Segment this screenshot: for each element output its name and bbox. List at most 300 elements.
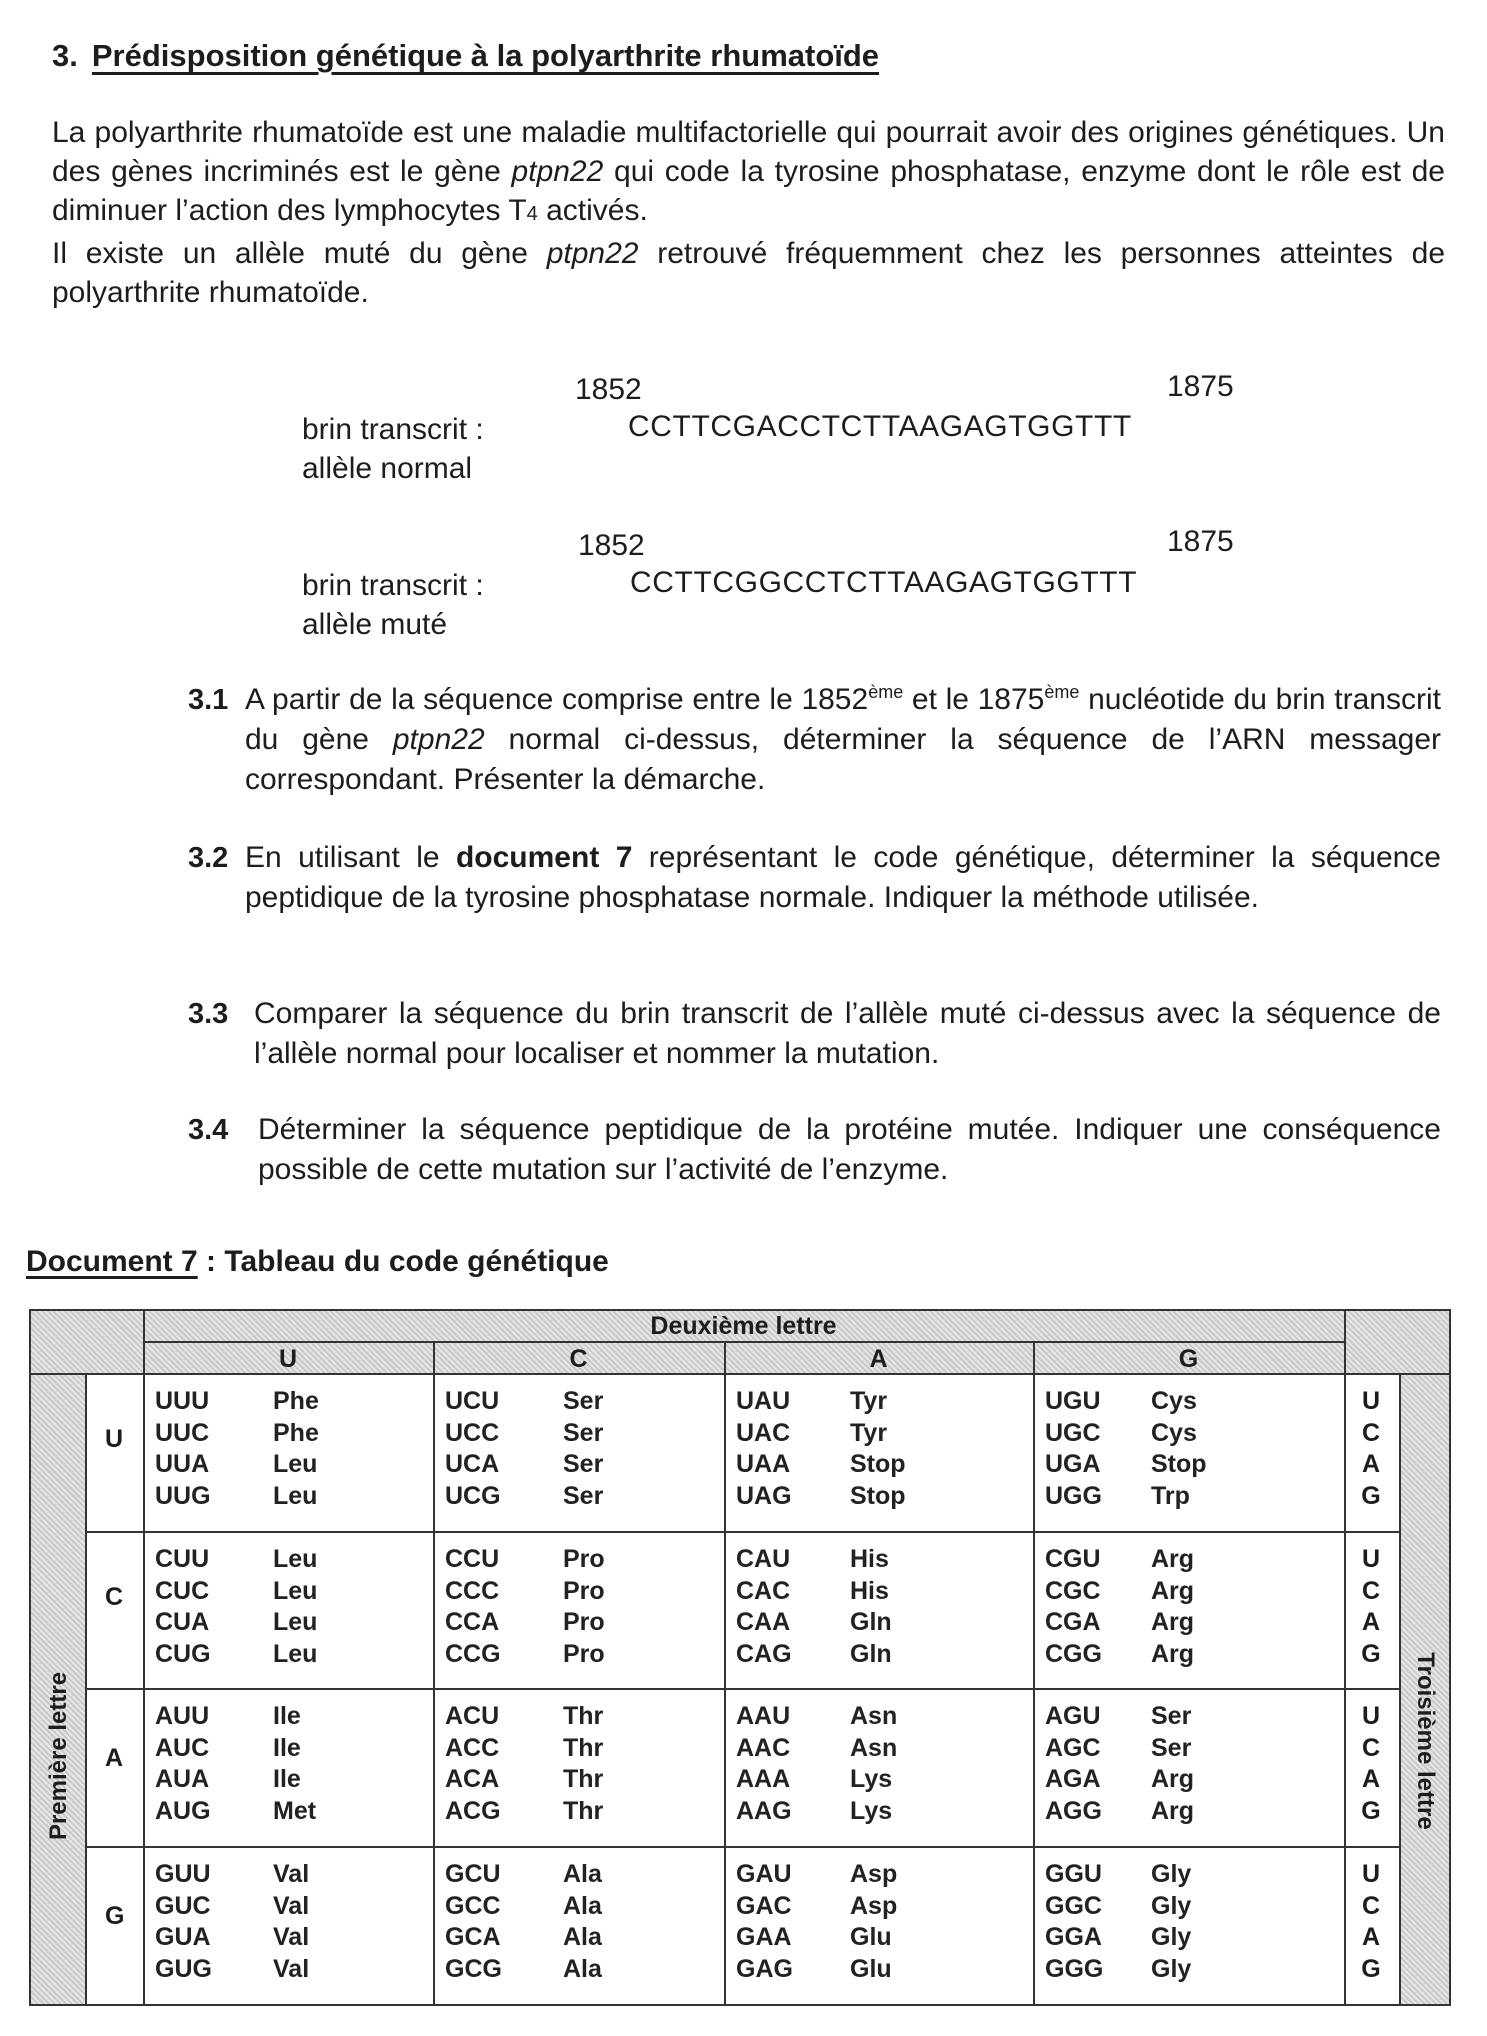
codon: CCA	[445, 1608, 500, 1636]
codon-block	[445, 1386, 603, 1512]
amino-acid: Ser	[563, 1450, 604, 1478]
codon-row	[736, 1891, 897, 1923]
codon: AUC	[155, 1733, 210, 1762]
row-letter-u: U	[105, 1425, 124, 1453]
codon: CCC	[445, 1576, 500, 1605]
codon-row	[445, 1481, 603, 1513]
codon-row	[155, 1449, 319, 1481]
third-letter: G	[1361, 1481, 1381, 1510]
codon: AGU	[1045, 1702, 1101, 1730]
third-letter-label: Troisième lettre	[1412, 1652, 1439, 1830]
document-title-text: : Tableau du code génétique	[197, 1245, 609, 1278]
amino-acid: Lys	[850, 1765, 893, 1793]
third-letter: C	[1361, 1891, 1381, 1920]
question-text	[245, 838, 1441, 918]
amino-acid: Val	[273, 1860, 310, 1888]
amino-acid: Val	[273, 1891, 310, 1920]
codon-block	[736, 1544, 892, 1670]
third-letter: U	[1361, 1545, 1381, 1573]
amino-acid: Ser	[563, 1387, 604, 1415]
codon-row	[736, 1701, 897, 1733]
amino-acid: Stop	[850, 1450, 906, 1478]
amino-acid: Thr	[563, 1702, 604, 1730]
amino-acid: Gly	[1151, 1954, 1192, 1983]
mutant-sequence: CCTTCGGCCTCTTAAGAGTGGTTT	[630, 566, 1138, 599]
codon-row	[1045, 1922, 1191, 1954]
third-letter-set	[1356, 1701, 1386, 1827]
codon-block	[1045, 1701, 1194, 1827]
codon-row	[736, 1607, 892, 1639]
codon-row	[155, 1639, 317, 1671]
section-heading	[52, 38, 879, 74]
codon-row	[445, 1764, 603, 1796]
q31-gene: ptpn22	[392, 723, 485, 756]
codon-row	[445, 1449, 603, 1481]
amino-acid: Leu	[273, 1608, 318, 1636]
codon-row	[1045, 1764, 1194, 1796]
codon-row	[1045, 1954, 1191, 1986]
codon: UGG	[1045, 1481, 1102, 1510]
codon-row	[155, 1544, 317, 1576]
row-letter-c: C	[105, 1583, 124, 1611]
amino-acid: His	[850, 1576, 889, 1605]
amino-acid: Pro	[563, 1576, 605, 1605]
normal-end-position: 1875	[1167, 370, 1234, 403]
codon: CAA	[736, 1608, 791, 1636]
codon: AGG	[1045, 1796, 1102, 1825]
codon-row	[155, 1764, 316, 1796]
codon-row	[445, 1859, 602, 1891]
codon: GGU	[1045, 1860, 1102, 1888]
codon-row	[736, 1386, 906, 1418]
codon: GCG	[445, 1954, 502, 1983]
codon: AUG	[155, 1796, 211, 1825]
mutant-allele-label	[302, 566, 484, 644]
codon-row	[1045, 1859, 1191, 1891]
amino-acid: Pro	[563, 1545, 605, 1573]
grid-line	[85, 1688, 1401, 1690]
amino-acid: Arg	[1151, 1796, 1195, 1825]
codon-row	[736, 1733, 897, 1765]
codon-block	[445, 1544, 605, 1670]
section-title: Prédisposition génétique à la polyarthrite rhumatoïde	[91, 38, 880, 73]
codon-row	[736, 1796, 897, 1828]
q32-text-b: représentant le code génétique, déterminer la séquence peptidique de la tyrosine phosphatase normale. Indiquer la méthode utilisée.	[245, 841, 1441, 914]
codon: AAU	[736, 1702, 791, 1730]
codon-row	[155, 1891, 309, 1923]
amino-acid: Leu	[273, 1481, 318, 1510]
codon-row	[1045, 1544, 1194, 1576]
section-number: 3.	[52, 38, 78, 73]
amino-acid: Pro	[563, 1608, 605, 1636]
document-label: Document 7	[26, 1245, 198, 1278]
codon-row	[736, 1449, 906, 1481]
q31-text-d: normal ci-dessus, déterminer la séquence de l’ARN messager correspondant. Présenter la démarche.	[245, 723, 1442, 796]
amino-acid: Met	[273, 1796, 317, 1825]
codon-row	[1045, 1891, 1191, 1923]
amino-acid: Ser	[563, 1418, 604, 1447]
third-letter: C	[1361, 1576, 1381, 1605]
third-letter: G	[1361, 1796, 1381, 1825]
third-letter: G	[1361, 1954, 1381, 1983]
amino-acid: Stop	[850, 1481, 906, 1510]
codon-row	[155, 1607, 317, 1639]
codon: UUA	[155, 1450, 210, 1478]
amino-acid: Val	[273, 1954, 310, 1983]
codon: UGA	[1045, 1450, 1101, 1478]
amino-acid: Leu	[273, 1639, 318, 1668]
codon-block	[155, 1544, 317, 1670]
amino-acid: Tyr	[850, 1418, 888, 1447]
codon: UAG	[736, 1481, 792, 1510]
amino-acid: Glu	[850, 1923, 892, 1951]
codon-row	[1045, 1607, 1194, 1639]
amino-acid: Trp	[1151, 1481, 1190, 1510]
mutant-end-position: 1875	[1167, 525, 1234, 558]
codon: UGC	[1045, 1418, 1101, 1447]
third-letter: G	[1361, 1639, 1381, 1668]
normal-label-line1: brin transcrit :	[302, 413, 484, 446]
amino-acid: Ser	[563, 1481, 604, 1510]
amino-acid: Leu	[273, 1450, 318, 1478]
row-letter-g: G	[105, 1902, 125, 1930]
intro-p1-text-c: activés.	[537, 194, 648, 227]
amino-acid: Arg	[1151, 1765, 1195, 1793]
grid-line	[724, 1343, 726, 2004]
third-letter: U	[1361, 1702, 1381, 1730]
codon-row	[445, 1733, 603, 1765]
codon: AAG	[736, 1796, 792, 1825]
codon: ACA	[445, 1765, 500, 1793]
codon: CAG	[736, 1639, 792, 1668]
codon-row	[155, 1701, 316, 1733]
codon: CAC	[736, 1576, 791, 1605]
codon: GAC	[736, 1891, 792, 1920]
codon: ACG	[445, 1796, 501, 1825]
intro-paragraph-2	[52, 234, 1445, 312]
codon-row	[155, 1481, 319, 1513]
codon-row	[736, 1859, 897, 1891]
codon-row	[155, 1386, 319, 1418]
codon-row	[736, 1922, 897, 1954]
codon: UGU	[1045, 1387, 1101, 1415]
row-letter-a: A	[105, 1744, 124, 1772]
question-number: 3.4	[188, 1114, 229, 1146]
codon-row	[736, 1954, 897, 1986]
codon: GUC	[155, 1891, 211, 1920]
column-letter-g: G	[1178, 1344, 1199, 1373]
codon: CGG	[1045, 1639, 1102, 1668]
codon-row	[445, 1418, 603, 1450]
codon: ACC	[445, 1733, 500, 1762]
amino-acid: Ile	[273, 1733, 301, 1762]
amino-acid: Gly	[1151, 1923, 1192, 1951]
codon-row	[445, 1544, 605, 1576]
q31-superscript-2: ème	[1044, 682, 1080, 702]
codon: UAU	[736, 1387, 791, 1415]
column-letter-u: U	[278, 1344, 298, 1373]
codon: UUG	[155, 1481, 211, 1510]
intro-paragraph-1	[52, 113, 1445, 234]
grid-line	[433, 1343, 435, 2004]
codon: CGC	[1045, 1576, 1101, 1605]
codon: UUC	[155, 1418, 210, 1447]
third-letter-set	[1356, 1859, 1386, 1985]
question-text	[245, 680, 1441, 800]
codon-row	[445, 1954, 602, 1986]
mutant-label-line1: brin transcrit :	[302, 569, 484, 602]
q31-text-c: nucléotide du brin transcrit du gène	[245, 683, 1441, 756]
grid-line	[31, 1373, 1449, 1375]
third-letter: A	[1361, 1450, 1381, 1478]
intro-p2-gene: ptpn22	[546, 237, 639, 270]
question-3-1	[188, 680, 1441, 800]
codon-block	[155, 1386, 319, 1512]
codon: UAC	[736, 1418, 791, 1447]
codon-row	[155, 1733, 316, 1765]
grid-line	[1033, 1343, 1035, 2004]
grid-line	[143, 1311, 145, 2004]
codon: AAC	[736, 1733, 791, 1762]
amino-acid: Ala	[563, 1891, 602, 1920]
codon: GAA	[736, 1923, 792, 1951]
codon: GUG	[155, 1954, 212, 1983]
codon: GCA	[445, 1923, 501, 1951]
amino-acid: Arg	[1151, 1545, 1195, 1573]
codon-block	[155, 1701, 316, 1827]
intro-p1-text-a: La polyarthrite rhumatoïde est une maladie multifactorielle qui pourrait avoir des origines génétiques. Un des gènes incriminés est le gène	[52, 116, 1445, 188]
amino-acid: Lys	[850, 1796, 893, 1825]
normal-allele-label	[302, 410, 484, 488]
codon: UCC	[445, 1418, 500, 1447]
amino-acid: Leu	[273, 1576, 318, 1605]
codon: CUG	[155, 1639, 211, 1668]
q31-text-a: A partir de la séquence comprise entre le 1852	[245, 683, 869, 716]
amino-acid: Asp	[850, 1860, 898, 1888]
codon: CGU	[1045, 1545, 1101, 1573]
codon: GCC	[445, 1891, 501, 1920]
question-text: Déterminer la séquence peptidique de la protéine mutée. Indiquer une conséquence possible de cette mutation sur l’activité de l’enzyme.	[258, 1113, 1441, 1186]
amino-acid: Cys	[1151, 1418, 1197, 1447]
intro-p1-subscript: 4	[526, 203, 538, 225]
codon-row	[445, 1639, 605, 1671]
codon-row	[155, 1859, 309, 1891]
intro-p2-text-a: Il existe un allèle muté du gène	[52, 237, 547, 270]
codon-row	[736, 1576, 892, 1608]
codon-block	[736, 1701, 897, 1827]
amino-acid: Pro	[563, 1639, 605, 1668]
codon-block	[1045, 1544, 1194, 1670]
amino-acid: Gln	[850, 1639, 892, 1668]
codon-row	[1045, 1701, 1194, 1733]
third-letter: A	[1361, 1608, 1381, 1636]
amino-acid: Ala	[563, 1860, 602, 1888]
amino-acid: Gln	[850, 1608, 892, 1636]
amino-acid: Asn	[850, 1733, 898, 1762]
amino-acid: Tyr	[850, 1387, 888, 1415]
codon: GGA	[1045, 1923, 1102, 1951]
codon-row	[445, 1576, 605, 1608]
first-letter-label: Première lettre	[45, 1671, 72, 1841]
amino-acid: Asp	[850, 1891, 898, 1920]
codon: CUU	[155, 1545, 210, 1573]
amino-acid: Ala	[563, 1954, 602, 1983]
codon: GUU	[155, 1860, 211, 1888]
codon-row	[1045, 1449, 1207, 1481]
codon-block	[155, 1859, 309, 1985]
third-letter: C	[1361, 1733, 1381, 1762]
codon: UUU	[155, 1387, 210, 1415]
codon-row	[736, 1639, 892, 1671]
intro-p1-text-b: qui code la tyrosine phosphatase, enzyme dont le rôle est de diminuer l’action des lymphocytes T	[52, 155, 1445, 227]
codon-row	[1045, 1481, 1207, 1513]
codon: GGG	[1045, 1954, 1104, 1983]
question-number: 3.1	[188, 684, 229, 716]
codon: GGC	[1045, 1891, 1102, 1920]
amino-acid: Arg	[1151, 1639, 1195, 1668]
codon-block	[736, 1859, 897, 1985]
amino-acid: Stop	[1151, 1450, 1207, 1478]
question-3-2	[188, 838, 1441, 918]
codon-row	[445, 1386, 603, 1418]
amino-acid: Thr	[563, 1796, 604, 1825]
amino-acid: Ile	[273, 1765, 301, 1793]
third-letter: U	[1361, 1860, 1381, 1888]
amino-acid: Phe	[273, 1387, 319, 1415]
column-letter-c: C	[569, 1344, 588, 1373]
third-letter: A	[1361, 1765, 1381, 1793]
codon-block	[1045, 1386, 1207, 1512]
amino-acid: Gly	[1151, 1891, 1192, 1920]
codon-row	[1045, 1418, 1207, 1450]
column-letter-a: A	[869, 1344, 888, 1373]
codon: CCU	[445, 1545, 500, 1573]
question-3-3	[188, 994, 1441, 1074]
q32-document-reference: document 7	[455, 841, 633, 874]
codon-row	[155, 1922, 309, 1954]
amino-acid: Asn	[850, 1702, 898, 1730]
codon-row	[1045, 1796, 1194, 1828]
codon-row	[155, 1796, 316, 1828]
codon-row	[736, 1544, 892, 1576]
amino-acid: Ser	[1151, 1702, 1192, 1730]
codon: CUA	[155, 1608, 210, 1636]
third-letter: C	[1361, 1418, 1381, 1447]
codon-row	[155, 1418, 319, 1450]
codon-row	[155, 1954, 309, 1986]
question-text: Comparer la séquence du brin transcrit de l’allèle muté ci-dessus avec la séquence de l’allèle normal pour localiser et nommer la mutation.	[254, 997, 1441, 1070]
codon-row	[736, 1481, 906, 1513]
amino-acid: Leu	[273, 1545, 318, 1573]
third-letter-set	[1356, 1386, 1386, 1512]
amino-acid: Gly	[1151, 1860, 1192, 1888]
codon: AUU	[155, 1702, 210, 1730]
codon: UCU	[445, 1387, 500, 1415]
amino-acid: Arg	[1151, 1576, 1195, 1605]
codon-row	[736, 1418, 906, 1450]
mutant-start-position: 1852	[578, 529, 645, 562]
intro-text	[52, 113, 1445, 312]
third-letter: U	[1361, 1387, 1381, 1415]
amino-acid: Glu	[850, 1954, 892, 1983]
amino-acid: Val	[273, 1923, 310, 1951]
amino-acid: Cys	[1151, 1387, 1197, 1415]
normal-label-line2: allèle normal	[302, 452, 473, 485]
codon: CGA	[1045, 1608, 1101, 1636]
codon-block	[445, 1859, 602, 1985]
mutant-label-line2: allèle muté	[302, 608, 448, 641]
amino-acid: His	[850, 1545, 889, 1573]
codon-block	[445, 1701, 603, 1827]
codon-row	[736, 1764, 897, 1796]
codon: CCG	[445, 1639, 501, 1668]
codon-row	[1045, 1576, 1194, 1608]
codon-row	[445, 1891, 602, 1923]
codon-block	[736, 1386, 906, 1512]
codon: AGC	[1045, 1733, 1101, 1762]
codon: GCU	[445, 1860, 501, 1888]
codon: UCG	[445, 1481, 501, 1510]
grid-line	[85, 1846, 1401, 1848]
amino-acid: Ile	[273, 1702, 301, 1730]
normal-sequence: CCTTCGACCTCTTAAGAGTGGTTT	[628, 410, 1132, 443]
codon: AUA	[155, 1765, 210, 1793]
codon-row	[445, 1607, 605, 1639]
codon-row	[445, 1701, 603, 1733]
document-7-title	[26, 1245, 609, 1279]
grid-line	[85, 1531, 1401, 1533]
codon: UCA	[445, 1450, 500, 1478]
question-3-4	[188, 1110, 1441, 1190]
normal-start-position: 1852	[575, 373, 642, 406]
amino-acid: Thr	[563, 1765, 604, 1793]
third-letter-set	[1356, 1544, 1386, 1670]
codon: AAA	[736, 1765, 791, 1793]
intro-p2-text-b: retrouvé fréquemment chez les personnes atteintes de polyarthrite rhumatoïde.	[52, 237, 1445, 309]
amino-acid: Thr	[563, 1733, 604, 1762]
grid-line	[1344, 1311, 1346, 2004]
codon: CUC	[155, 1576, 210, 1605]
codon: GAU	[736, 1860, 792, 1888]
codon-block	[1045, 1859, 1191, 1985]
codon-row	[445, 1922, 602, 1954]
q31-text-b: et le 1875	[903, 683, 1045, 716]
intro-p1-gene: ptpn22	[511, 155, 604, 188]
codon: ACU	[445, 1702, 500, 1730]
third-letter: A	[1361, 1923, 1381, 1951]
codon-row	[1045, 1386, 1207, 1418]
genetic-code-table	[29, 1309, 1451, 2006]
codon: GUA	[155, 1923, 211, 1951]
q32-text-a: En utilisant le	[245, 841, 456, 874]
codon-row	[445, 1796, 603, 1828]
codon: GAG	[736, 1954, 793, 1983]
codon-row	[155, 1576, 317, 1608]
amino-acid: Ser	[1151, 1733, 1192, 1762]
second-letter-header: Deuxième lettre	[143, 1311, 1344, 1343]
codon: AGA	[1045, 1765, 1101, 1793]
amino-acid: Ala	[563, 1923, 602, 1951]
amino-acid: Arg	[1151, 1608, 1195, 1636]
codon: CAU	[736, 1545, 791, 1573]
amino-acid: Phe	[273, 1418, 319, 1447]
codon: UAA	[736, 1450, 791, 1478]
question-number: 3.3	[188, 998, 229, 1030]
codon-row	[1045, 1733, 1194, 1765]
codon-row	[1045, 1639, 1194, 1671]
q31-superscript-1: ème	[868, 682, 904, 702]
question-number: 3.2	[188, 842, 229, 874]
